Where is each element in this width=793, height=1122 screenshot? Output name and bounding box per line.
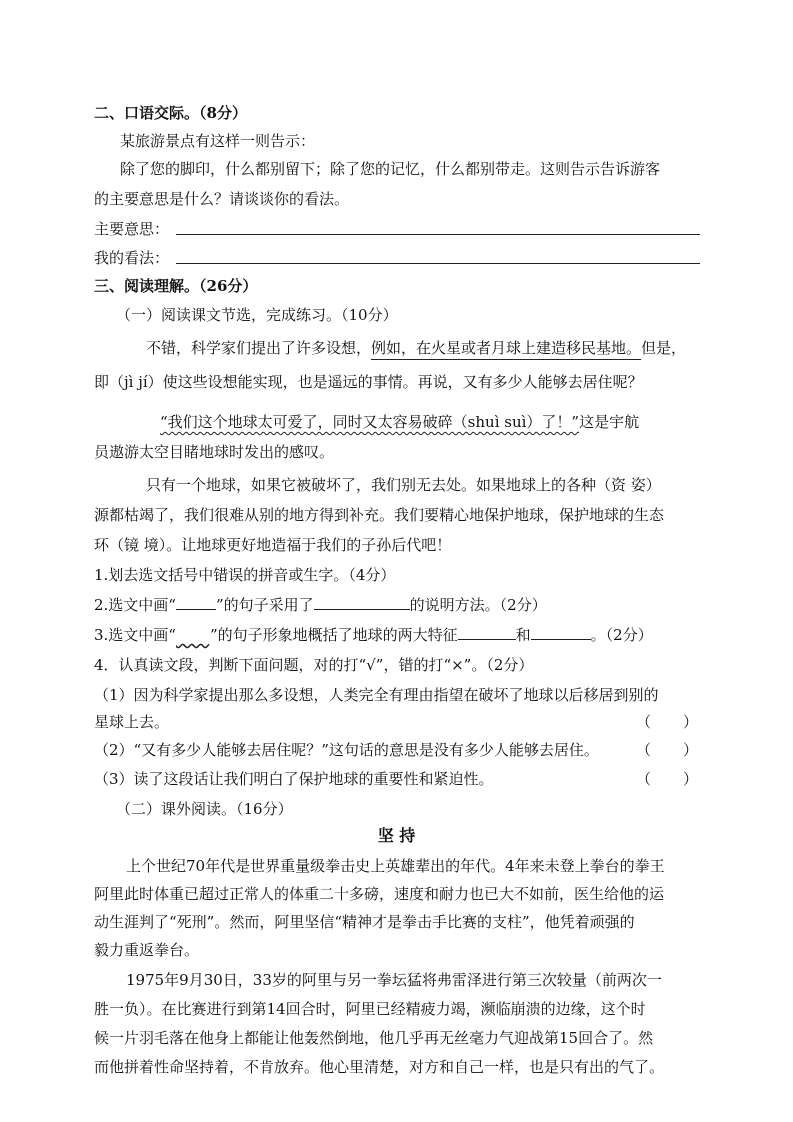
article-para2-line1: 1975年9月30日，33岁的阿里与另一拳坛猛将弗雷泽进行第三次较量（前两次一 xyxy=(126,971,662,989)
method-answer-blank[interactable] xyxy=(314,595,410,610)
my-view-answer-line[interactable] xyxy=(176,263,700,264)
excerpt-para2-line2: 员遨游太空目睹地球时发出的感叹。 xyxy=(94,443,335,461)
q2-text: 的说明方法。（2分） xyxy=(409,596,547,614)
article-para1-line4: 毅力重返拳台。 xyxy=(94,941,200,959)
q2-text: 2.选文中画“ xyxy=(94,596,176,614)
judgement-1-answer-box[interactable] xyxy=(636,712,698,732)
section2-heading: 二、口语交际。（8分） xyxy=(94,104,247,122)
part2-heading: （二）课外阅读。（16分） xyxy=(116,800,293,818)
excerpt-para3-line3: 环（镜 境）。让地球更好地造福于我们的子孙后代吧！ xyxy=(94,536,452,554)
excerpt-text: 不错，科学家们提出了许多设想， xyxy=(146,339,372,357)
paren-close: ） xyxy=(682,713,698,731)
judgement-1-line1: （1）因为科学家提出那么多设想，人类完全有理由指望在破坏了地球以后移居到别的 xyxy=(94,686,659,704)
q3-text: ”的句子形象地概括了地球的两大特征 xyxy=(209,626,458,644)
judgement-1-line2: 星球上去。 xyxy=(94,713,170,731)
q2-text: ”的句子采用了 xyxy=(215,596,314,614)
question-3 xyxy=(94,625,653,645)
q3-text: 和 xyxy=(515,626,531,644)
paren-open: （ xyxy=(636,770,652,788)
paren-close: ） xyxy=(682,741,698,759)
excerpt-para3-line1: 只有一个地球，如果它被破坏了，我们别无去处。如果地球上的各种（资 姿） xyxy=(146,476,661,494)
excerpt-para3-line2: 源都枯竭了，我们很难从别的地方得到补充。我们要精心地保护地球，保护地球的生态 xyxy=(94,506,665,524)
my-view-label: 我的看法： xyxy=(94,249,170,267)
excerpt-text: 但是， xyxy=(641,339,687,357)
part1-heading: （一）阅读课文节选，完成练习。（10分） xyxy=(116,306,398,324)
section3-heading: 三、阅读理解。（26分） xyxy=(94,277,258,295)
excerpt-para1-line1 xyxy=(146,338,686,358)
paren-open: （ xyxy=(636,741,652,759)
wavy-line-sample xyxy=(176,625,210,645)
article-para2-line3: 候一片羽毛落在他身上都能让他轰然倒地，他几乎再无丝毫力气迎战第15回合了。然 xyxy=(94,1029,654,1047)
wavy-underlined-sentence: “我们这个地球太可爱了，同时又太容易破碎（shuì suì）了！” xyxy=(160,413,580,431)
article-para1-line2: 阿里此时体重已超过正常人的体重二十多磅，速度和耐力也已大不如前，医生给他的运 xyxy=(94,885,665,903)
excerpt-text: 这是宇航 xyxy=(579,413,640,431)
judgement-3: （3）读了这段话让我们明白了保护地球的重要性和紧迫性。 xyxy=(94,770,494,788)
feature-answer-blank-1[interactable] xyxy=(458,625,516,640)
feature-answer-blank-2[interactable] xyxy=(531,625,591,640)
q3-text: 。（2分） xyxy=(590,626,653,644)
section2-intro: 某旅游景点有这样一则告示： xyxy=(120,132,316,150)
judgement-2-answer-box[interactable] xyxy=(636,740,698,760)
excerpt-para1-line2: 即（jì jí）使这些设想能实现，也是遥远的事情。再说，又有多少人能够去居住呢？ xyxy=(94,373,643,391)
judgement-3-answer-box[interactable] xyxy=(636,769,698,789)
main-meaning-answer-line[interactable] xyxy=(176,234,700,235)
article-para1-line1: 上个世纪70年代是世界重量级拳击史上英雄辈出的年代。4年来未登上拳台的拳王 xyxy=(126,857,665,875)
paren-open: （ xyxy=(636,713,652,731)
question-1: 1.划去选文括号中错误的拼音或生字。（4分） xyxy=(94,566,396,584)
question-4: 4．认真读文段，判断下面问题，对的打“√”，错的打“×”。（2分） xyxy=(94,656,534,674)
q3-text: 3.选文中画“ xyxy=(94,626,176,644)
paren-close: ） xyxy=(682,770,698,788)
main-meaning-label: 主要意思： xyxy=(94,220,170,238)
judgement-2: （2）“又有多少人能够去居住呢？”这句话的意思是没有多少人能够去居住。 xyxy=(94,741,599,759)
underline-sample xyxy=(176,595,216,610)
question-2 xyxy=(94,595,547,615)
excerpt-para2-line1 xyxy=(160,412,639,432)
article-para1-line3: 动生涯判了“死刑”。然而，阿里坚信“精神才是拳击手比赛的支柱”，他凭着顽强的 xyxy=(94,913,635,931)
article-para2-line2: 胜一负）。在比赛进行到第14回合时，阿里已经精疲力竭，濒临崩溃的边缘，这个时 xyxy=(94,1000,646,1018)
article-para2-line4: 而他拼着性命坚持着，不肯放弃。他心里清楚，对方和自己一样，也是只有出的气了。 xyxy=(94,1058,665,1076)
underlined-sentence: 例如，在火星或者月球上建造移民基地。 xyxy=(371,339,641,360)
notice-line-2: 的主要意思是什么？请谈谈你的看法。 xyxy=(94,190,350,208)
notice-line-1: 除了您的脚印，什么都别留下；除了您的记忆，什么都别带走。这则告示告诉游客 xyxy=(120,160,661,178)
article-title: 坚 持 xyxy=(377,826,416,845)
